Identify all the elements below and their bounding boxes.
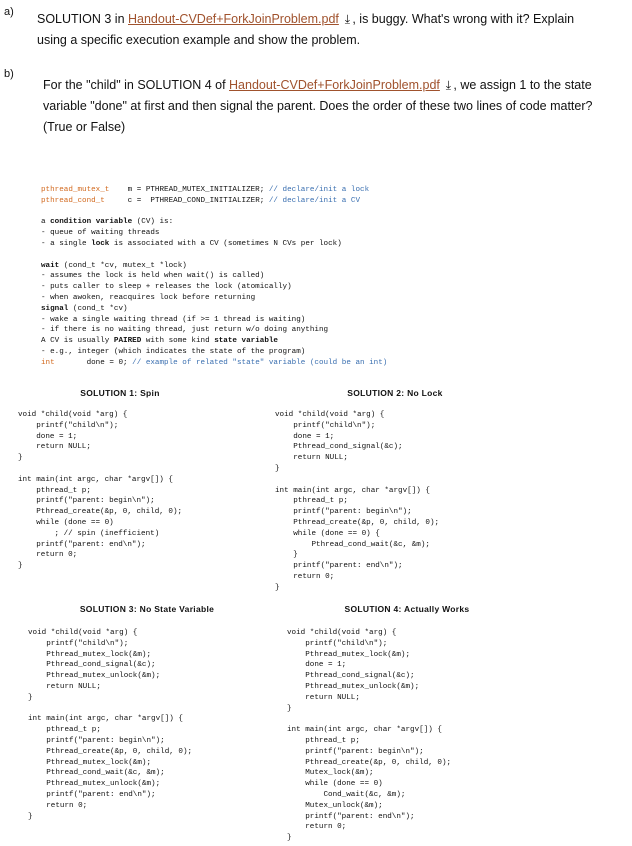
question-a-label: a) [4, 6, 14, 18]
question-a-line2: using a specific execution example and show the problem. [37, 33, 361, 47]
cv-def-term: condition variable [50, 218, 133, 227]
decl-cond-type: pthread_cond_t [41, 196, 105, 205]
int-keyword: int [41, 358, 55, 367]
decl-cond-comment: // declare/init a CV [264, 196, 361, 205]
question-b-line3: (True or False) [43, 120, 126, 134]
signal-keyword: signal [41, 304, 69, 313]
solution-1-code: void *child(void *arg) { printf("child\n"); done = 1; return NULL; } int main(int argc, char *argv[]) { pthread_t p; printf("parent: begin\n"); Pthread_create(&p, 0, child, 0); while (done == 0) ; // spin (inefficient) printf("parent: end\n"); return 0; } [18, 411, 183, 571]
cv-line2: - queue of waiting threads [41, 229, 160, 238]
solution-3-title: SOLUTION 3: No State Variable [79, 604, 215, 614]
solution-3-code-block [28, 628, 192, 822]
eg-line: - e.g., integer (which indicates the state of the program) [41, 347, 306, 356]
decl-mutex-rest: m = PTHREAD_MUTEX_INITIALIZER; [109, 186, 265, 194]
solution-3-code: void *child(void *arg) { printf("child\n"); Pthread_mutex_lock(&m); Pthread_cond_signal(&c); Pthread_mutex_unlock(&m); return NULL; } int main(int argc, char *argv[]) { pthread_t p; printf("parent: begin\n"); Pthread_create(&p, 0, child, 0); Pthread_mutex_lock(&m); Pthread_cond_wait(&c, &m); Pthread_mutex_unlock(&m); printf("parent: end\n"); return 0; } [28, 629, 193, 821]
int-comment: // example of related "state" variable (could be an int) [127, 358, 388, 367]
question-a-prefix: SOLUTION 3 in [37, 12, 128, 26]
cv-def-c: (CV) is: [132, 218, 174, 227]
solution-2-code: void *child(void *arg) { printf("child\n"); done = 1; Pthread_cond_signal(&c); return NULL; } int main(int argc, char *argv[]) { pthread_t p; printf("parent: begin\n"); Pthread_create(&p, 0, child, 0); while (done == 0) { Pthread_cond_wait(&c, &m); } printf("parent: end\n"); return 0; } [275, 411, 440, 592]
paired-keyword: PAIRED [113, 337, 142, 346]
wait-keyword: wait [41, 261, 60, 270]
paired-state-variable: state variable [214, 337, 278, 346]
cv-notes [41, 185, 621, 369]
decl-cond-rest: c = PTHREAD_COND_INITIALIZER; [104, 196, 265, 205]
question-a-rest: , is buggy. What's wrong with it? Explain [352, 12, 575, 26]
question-b-rest: , we assign 1 to the state [453, 78, 592, 92]
handout-link-b[interactable]: Handout-CVDef+ForkJoinProblem.pdf [229, 78, 440, 92]
paired-c: with some kind [141, 337, 215, 346]
decl-mutex-comment: // declare/init a lock [264, 186, 370, 194]
question-b-prefix: For the "child" in SOLUTION 4 of [43, 78, 230, 92]
paired-a: A CV is usually [41, 337, 114, 346]
signal-signature: (cond_t *cv) [68, 304, 128, 313]
question-a-line1 [37, 9, 627, 30]
handout-link-a[interactable]: Handout-CVDef+ForkJoinProblem.pdf [128, 12, 339, 26]
wait-line3: - puts caller to sleep + releases the lock (atomically) [41, 283, 292, 292]
wait-signature: (cond_t *cv, mutex_t *lock) [59, 261, 187, 270]
solution-1-code-block [18, 410, 182, 572]
cv-notes-code [41, 185, 621, 369]
signal-line2: - wake a single waiting thread (if >= 1 thread is waiting) [41, 315, 306, 324]
solution-4-title: SOLUTION 4: Actually Works [344, 604, 470, 614]
question-b-label: b) [4, 68, 14, 80]
cv-line3c: is associated with a CV (sometimes N CVs per lock) [109, 239, 342, 248]
cv-line3a: - a single [41, 239, 92, 248]
question-a [37, 9, 627, 51]
cv-def-a: a [41, 218, 51, 227]
download-icon[interactable]: ⤓ [445, 78, 452, 92]
solution-1-title: SOLUTION 1: Spin [80, 388, 160, 398]
signal-line3: - if there is no waiting thread, just return w/o doing anything [41, 326, 329, 335]
int-rest: done = 0; [54, 358, 128, 367]
question-b-line1 [43, 75, 632, 96]
question-b [43, 75, 632, 138]
question-b-line2: variable "done" at first and then signal the parent. Does the order of these two lines of code matter? [43, 99, 593, 113]
wait-line2: - assumes the lock is held when wait() is called) [41, 272, 265, 281]
solution-4-code-block [287, 628, 451, 844]
wait-line4: - when awoken, reacquires lock before returning [41, 293, 256, 302]
solution-2-code-block [275, 410, 439, 594]
decl-mutex-type: pthread_mutex_t [41, 186, 110, 194]
solution-4-code: void *child(void *arg) { printf("child\n"); Pthread_mutex_lock(&m); done = 1; Pthread_cond_signal(&c); Pthread_mutex_unlock(&m); return NULL; } int main(int argc, char *argv[]) { pthread_t p; printf("parent: begin\n"); Pthread_create(&p, 0, child, 0); Mutex_lock(&m); while (done == 0) Cond_wait(&c, &m); Mutex_unlock(&m); printf("parent: end\n"); return 0; } [287, 629, 452, 843]
solution-2-title: SOLUTION 2: No Lock [347, 388, 443, 398]
download-icon[interactable]: ⤓ [344, 12, 351, 26]
cv-line3-lock: lock [91, 239, 110, 248]
